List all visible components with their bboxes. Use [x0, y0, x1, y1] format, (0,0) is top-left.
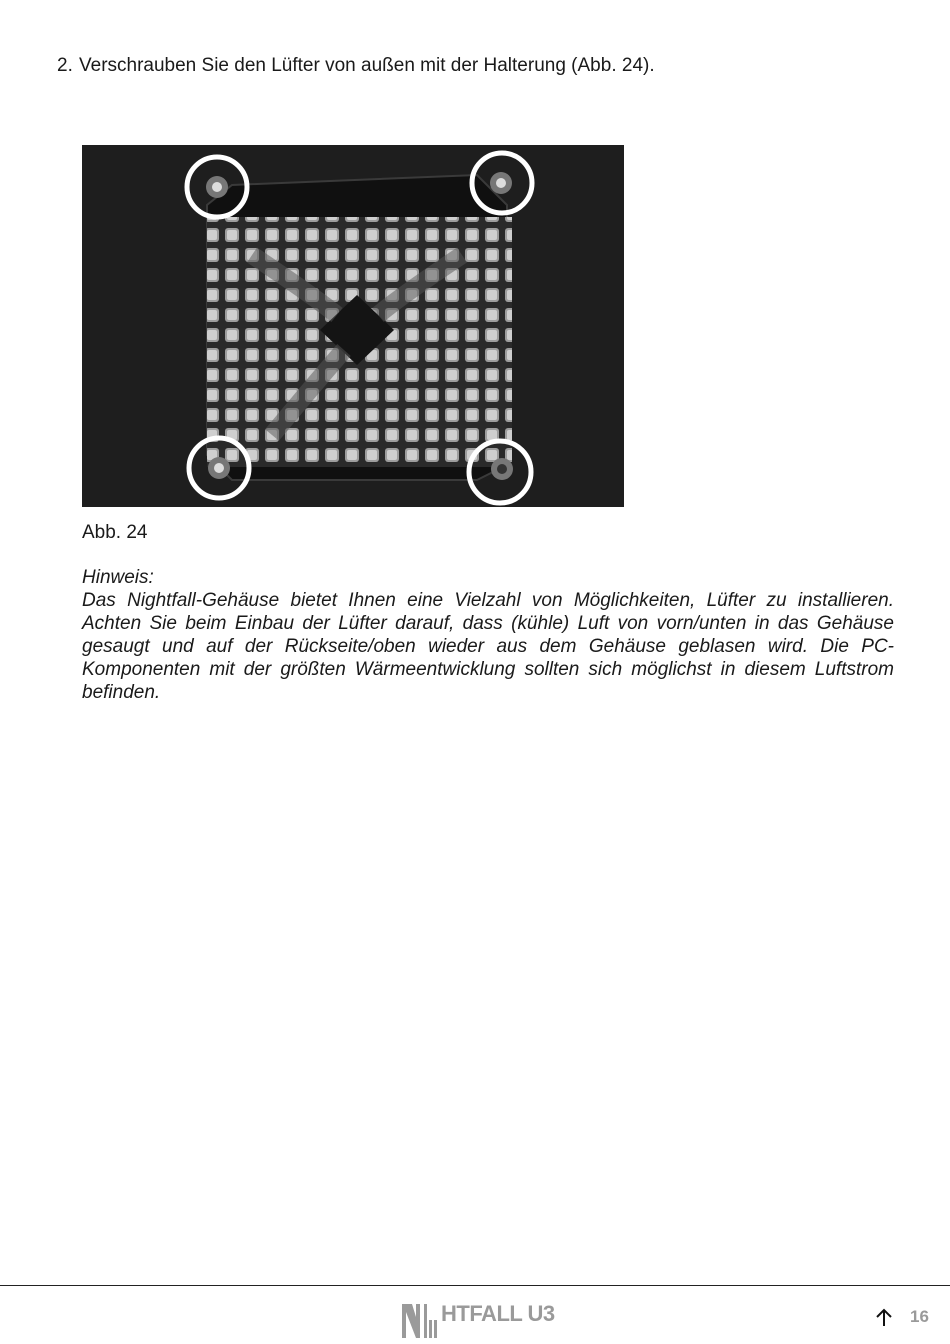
- instruction-step: [57, 53, 655, 79]
- screw-bottom-left: [208, 457, 230, 479]
- page-number: 16: [910, 1307, 929, 1326]
- note-title: Hinweis:: [82, 567, 154, 588]
- logo-text: HTFALL U3: [441, 1301, 555, 1326]
- screw-top-left: [206, 176, 228, 198]
- note-block: [82, 566, 894, 704]
- figure-caption: Abb. 24: [82, 522, 148, 543]
- nightfall-logo-mark: [400, 1300, 440, 1340]
- screw-bottom-right: [491, 458, 513, 480]
- screw-top-right: [490, 172, 512, 194]
- step-number: 2.: [57, 55, 73, 76]
- fan-installation-photo: [82, 145, 624, 507]
- up-arrow-icon[interactable]: [873, 1306, 895, 1328]
- page-footer: [0, 1286, 950, 1344]
- fan-grill-illustration: [82, 145, 624, 507]
- nightfall-logo: [400, 1300, 555, 1340]
- step-text: Verschrauben Sie den Lüfter von außen mit der Halterung (Abb. 24).: [79, 55, 655, 76]
- note-body: Das Nightfall-Gehäuse bietet Ihnen eine Vielzahl von Möglichkeiten, Lüfter zu installieren. Achten Sie beim Einbau der Lüfter darauf, dass (kühle) Luft von vorn/unten in das Gehäuse gesaugt und auf der Rückseite/oben wieder aus dem Gehäuse geblasen wird. Die PC-Komponenten mit der größten Wärmeentwicklung sollten sich möglichst in diesem Luftstrom befinden.: [82, 590, 894, 703]
